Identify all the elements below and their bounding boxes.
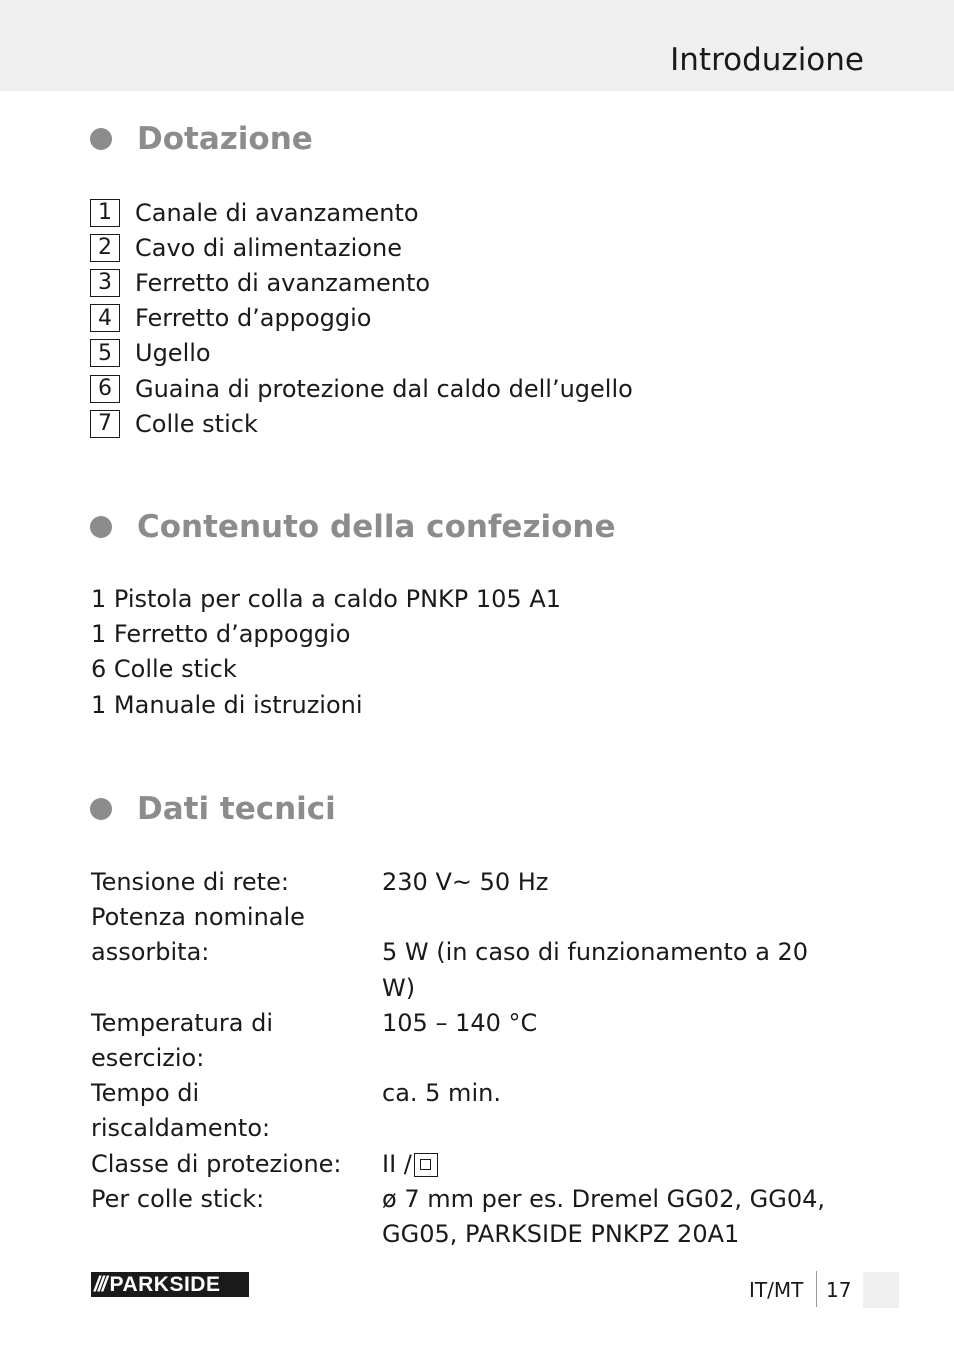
section-title: Dati tecnici [137, 791, 336, 827]
protection-class-text: II / [382, 1149, 412, 1178]
spec-value: ø 7 mm per es. Dremel GG02, GG04, [382, 1184, 826, 1213]
list-item: 1 Pistola per colla a caldo PNKP 105 A1 [91, 585, 562, 613]
part-label: Canale di avanzamento [135, 198, 419, 227]
logo-slashes: /// [94, 1272, 106, 1296]
list-item [90, 301, 633, 336]
list-item [90, 230, 633, 265]
section-heading-contenuto [90, 509, 616, 545]
bullet-icon [90, 798, 112, 820]
section-title: Dotazione [137, 121, 313, 157]
spec-label: Per colle stick: [91, 1184, 265, 1213]
table-row [91, 1076, 842, 1146]
list-item: 1 Ferretto d’appoggio [91, 620, 351, 649]
spec-value: 105 – 140 °C [382, 1008, 538, 1037]
spec-label: assorbita: [91, 938, 210, 967]
bullet-icon [90, 516, 112, 538]
list-item [90, 336, 633, 371]
part-label: Guaina di protezione dal caldo dell’ugello [135, 374, 633, 403]
spec-value: GG05, PARKSIDE PNKPZ 20A1 [382, 1220, 740, 1249]
part-label: Ferretto di avanzamento [135, 268, 431, 297]
spec-value: 230 V~ 50 Hz [382, 868, 549, 896]
list-item: 6 Colle stick [91, 655, 237, 684]
parts-list [90, 195, 633, 441]
list-item [90, 371, 633, 406]
footer-tab [863, 1272, 899, 1308]
part-number: 2 [90, 234, 120, 262]
part-number: 7 [90, 410, 120, 438]
spec-label: Tensione di rete: [91, 868, 289, 896]
footer-divider [816, 1271, 817, 1307]
section-title: Contenuto della confezione [137, 509, 616, 545]
table-row [91, 1006, 842, 1076]
contents-list [91, 582, 561, 723]
part-label: Colle stick [135, 409, 258, 438]
part-label: Cavo di alimentazione [135, 233, 402, 262]
specs-table [91, 865, 842, 1252]
table-row [91, 1147, 842, 1182]
logo-text: PARKSIDE [109, 1272, 221, 1296]
spec-label: Tempo di riscaldamento: [91, 1079, 271, 1143]
part-number: 1 [90, 199, 120, 227]
part-label: Ugello [135, 339, 211, 368]
table-row [91, 900, 842, 935]
list-item [90, 265, 633, 300]
double-insulation-icon [414, 1153, 438, 1177]
spec-value [382, 900, 842, 935]
section-heading-dati-tecnici [90, 791, 336, 827]
spec-label [91, 1217, 382, 1252]
part-label: Ferretto d’appoggio [135, 304, 372, 333]
table-row [91, 865, 842, 900]
spec-label: Potenza nominale [91, 903, 305, 932]
part-number: 6 [90, 375, 120, 403]
spec-value: 5 W (in caso di funzionamento a 20 W) [382, 938, 809, 1002]
footer-locale: IT/MT [749, 1278, 804, 1302]
section-heading-dotazione [90, 121, 313, 157]
spec-value: ca. 5 min. [382, 1079, 501, 1108]
spec-label: Classe di protezione: [91, 1149, 342, 1178]
page-number: 17 [826, 1278, 852, 1302]
parkside-logo [91, 1272, 249, 1297]
spec-label: Temperatura di esercizio: [91, 1008, 274, 1073]
table-row [91, 935, 842, 1005]
part-number: 3 [90, 269, 120, 297]
table-row [91, 1217, 842, 1252]
spec-value-protection [382, 1147, 842, 1182]
part-number: 5 [90, 339, 120, 367]
list-item [90, 195, 633, 230]
bullet-icon [90, 128, 112, 150]
list-item [90, 406, 633, 441]
page-title: Introduzione [670, 42, 864, 78]
list-item: 1 Manuale di istruzioni [91, 690, 363, 719]
part-number: 4 [90, 304, 120, 332]
table-row [91, 1182, 842, 1217]
